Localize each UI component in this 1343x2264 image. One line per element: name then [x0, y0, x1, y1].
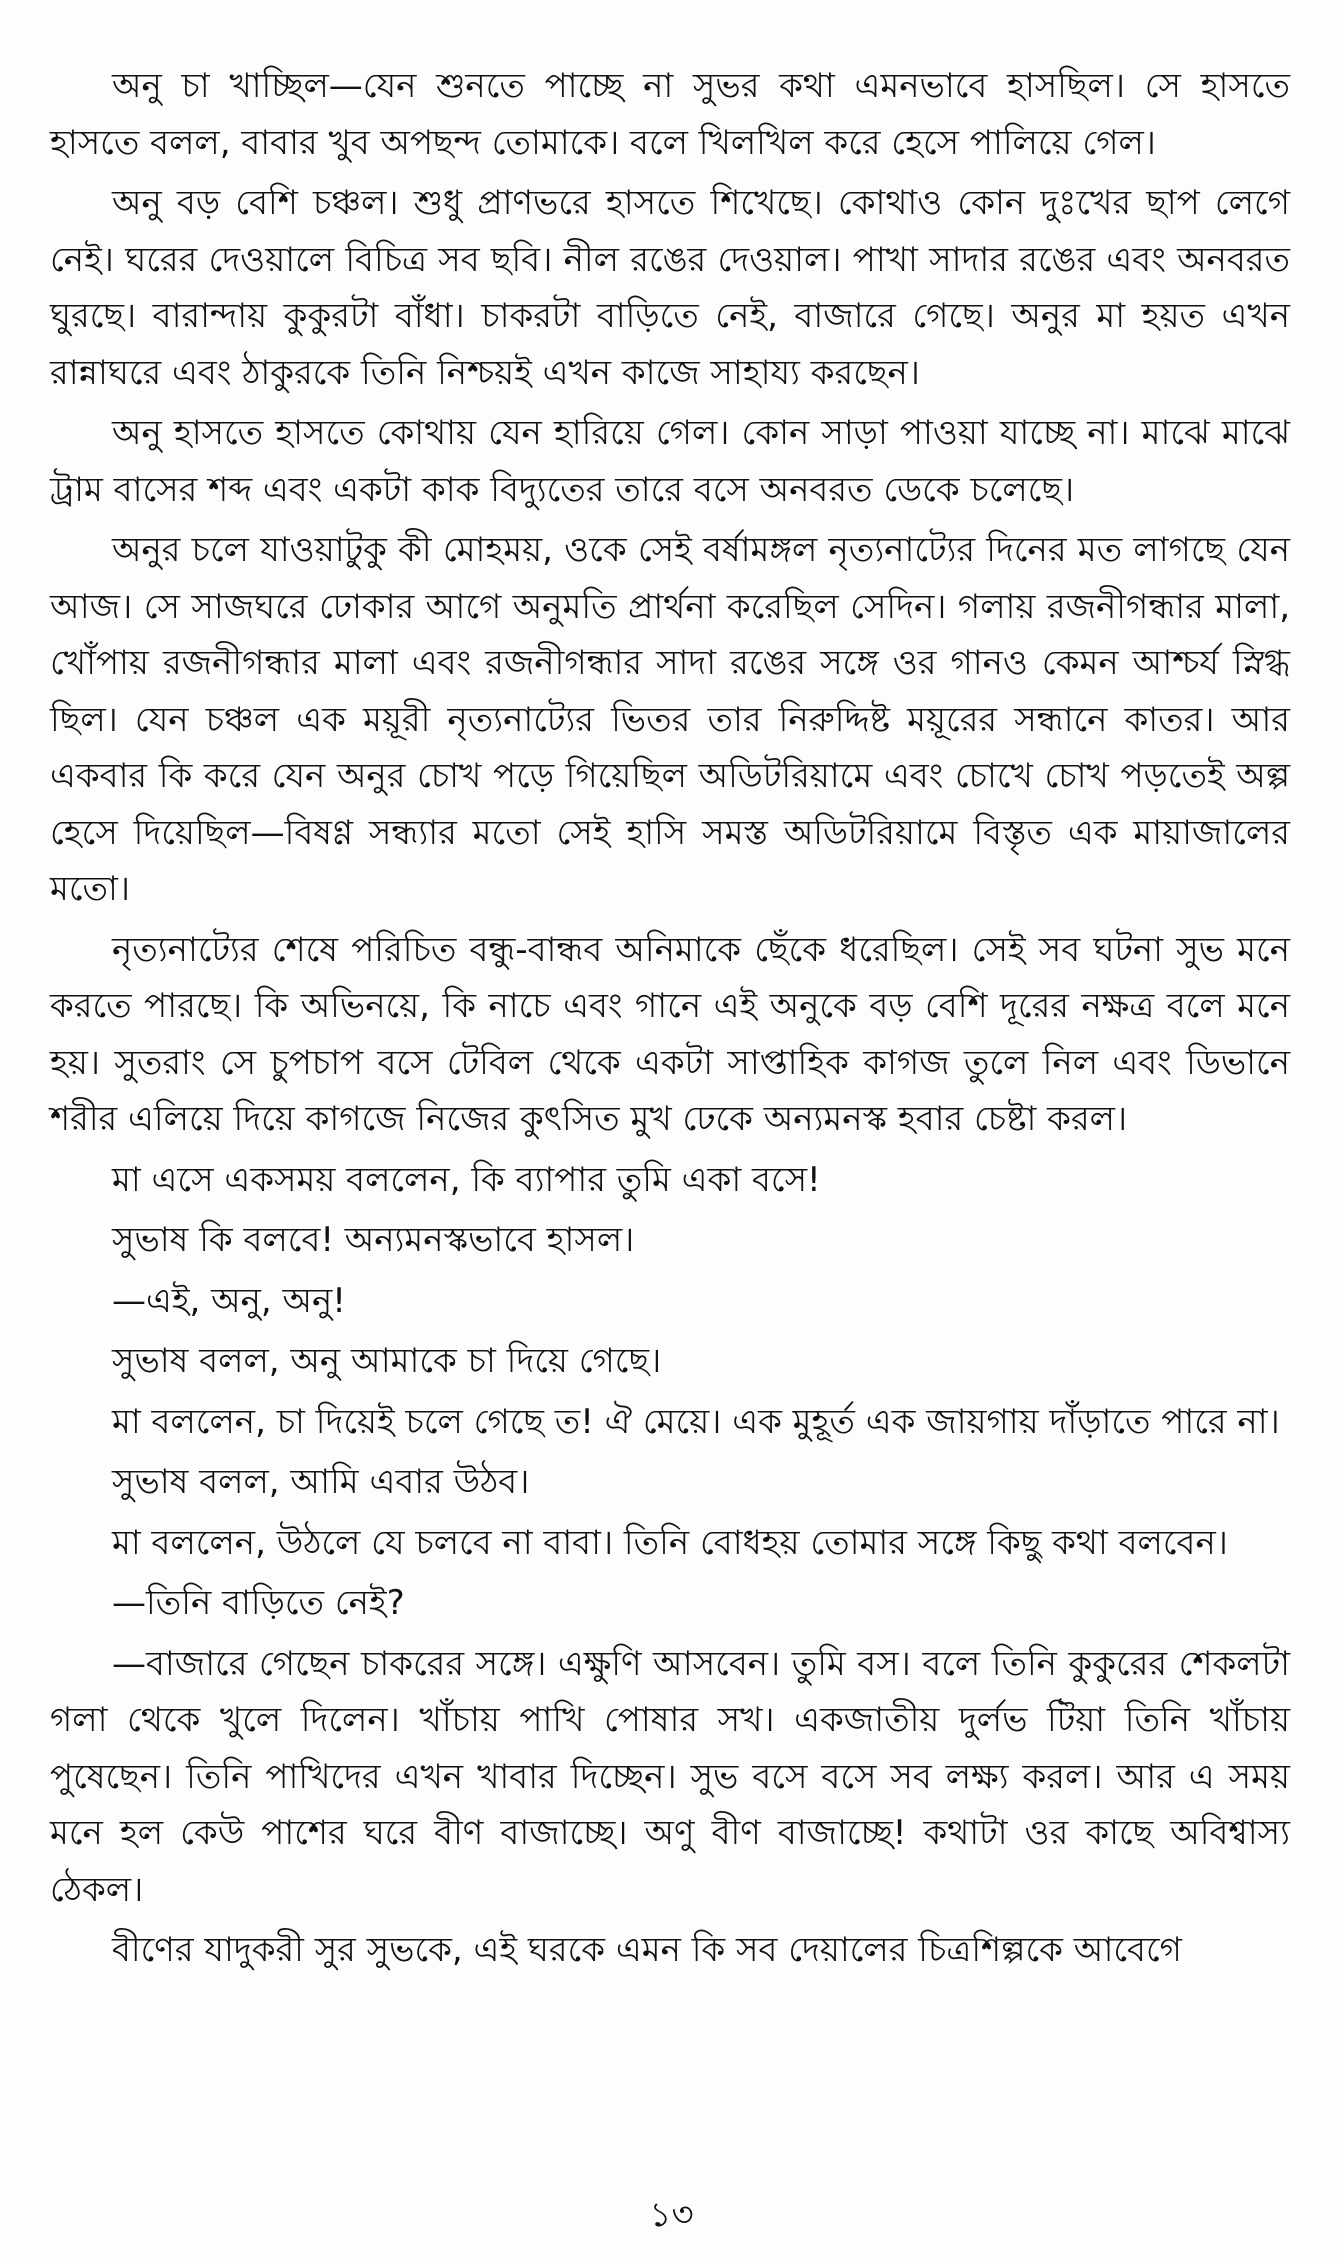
paragraph: নৃত্যনাট্যের শেষে পরিচিত বন্ধু-বান্ধব অনিমাকে ছেঁকে ধরেছিল। সেই সব ঘটনা সুভ মনে করতে পারছে। কি অভিনয়ে, কি নাচে এবং গানে এই অনুকে বড় বেশি দূরের নক্ষত্র বলে মনে হয়। সুতরাং সে চুপচাপ বসে টেবিল থেকে একটা সাপ্তাহিক কাগজ তুলে নিল এবং ডিভানে শরীর এলিয়ে দিয়ে কাগজে নিজের কুৎসিত মুখ ঢেকে অন্যমনস্ক হবার চেষ্টা করল। [50, 929, 1290, 1139]
body-text [50, 58, 1290, 1983]
paragraph: —বাজারে গেছেন চাকরের সঙ্গে। এক্ষুণি আসবেন। তুমি বস। বলে তিনি কুকুরের শেকলটা গলা থেকে খুলে দিলেন। খাঁচায় পাখি পোষার সখ। একজাতীয় দুর্লভ টিয়া তিনি খাঁচায় পুষেছেন। তিনি পাখিদের এখন খাবার দিচ্ছেন। সুভ বসে বসে সব লক্ষ্য করল। আর এ সময় মনে হল কেউ পাশের ঘরে বীণ বাজাচ্ছে। অণু বীণ বাজাচ্ছে! কথাটা ওর কাছে অবিশ্বাস্য ঠেকল। [50, 1643, 1290, 1910]
page-number: ১৩ [649, 2195, 694, 2235]
paragraph-continued: বীণের যাদুকরী সুর সুভকে, এই ঘরকে এমন কি সব দেয়ালের চিত্রশিল্পকে আবেগে [112, 1930, 1182, 1970]
dialog-line: সুভাষ বলল, অনু আমাকে চা দিয়ে গেছে। [112, 1341, 662, 1381]
paragraph: মা বললেন, চা দিয়েই চলে গেছে ত! ঐ মেয়ে। এক মুহূর্ত এক জায়গায় দাঁড়াতে পারে না। [112, 1401, 1280, 1442]
dialog-line: মা এসে একসময় বললেন, কি ব্যাপার তুমি একা বসে! [112, 1159, 821, 1200]
dialog-line: সুভাষ বলল, আমি এবার উঠব। [112, 1462, 530, 1502]
dialog-line: —তিনি বাড়িতে নেই? [112, 1583, 405, 1623]
paragraph: মা বললেন, উঠলে যে চলবে না বাবা। তিনি বোধহয় তোমার সঙ্গে কিছু কথা বলবেন। [112, 1522, 1228, 1563]
paragraph: অনু হাসতে হাসতে কোথায় যেন হারিয়ে গেল। কোন সাড়া পাওয়া যাচ্ছে না। মাঝে মাঝে ট্রাম বাসের শব্দ এবং একটা কাক বিদ্যুতের তারে বসে অনবরত ডেকে চলেছে। [50, 413, 1290, 510]
paragraph: অনুর চলে যাওয়াটুকু কী মোহময়, ওকে সেই বর্ষামঙ্গল নৃত্যনাট্যের দিনের মত লাগছে যেন আজ। সে সাজঘরে ঢোকার আগে অনুমতি প্রার্থনা করেছিল সেদিন। গলায় রজনীগন্ধার মালা, খোঁপায় রজনীগন্ধার মালা এবং রজনীগন্ধার সাদা রঙের সঙ্গে ওর গানও কেমন আশ্চর্য স্নিগ্ধ ছিল। যেন চঞ্চল এক ময়ূরী নৃত্যনাট্যের ভিতর তার নিরুদ্দিষ্ট ময়ূরের সন্ধানে কাতর। আর একবার কি করে যেন অনুর চোখ পড়ে গিয়েছিল অডিটরিয়ামে এবং চোখে চোখ পড়তেই অল্প হেসে দিয়েছিল—বিষণ্ণ সন্ধ্যার মতো সেই হাসি সমস্ত অডিটরিয়ামে বিস্তৃত এক মায়াজালের মতো। [50, 530, 1290, 909]
dialog-line: সুভাষ কি বলবে! অন্যমনস্কভাবে হাসল। [112, 1220, 635, 1260]
paragraph: অনু বড় বেশি চঞ্চল। শুধু প্রাণভরে হাসতে শিখেছে। কোথাও কোন দুঃখের ছাপ লেগে নেই। ঘরের দেওয়ালে বিচিত্র সব ছবি। নীল রঙের দেওয়াল। পাখা সাদার রঙের এবং অনবরত ঘুরছে। বারান্দায় কুকুরটা বাঁধা। চাকরটা বাড়িতে নেই, বাজারে গেছে। অনুর মা হয়ত এখন রান্নাঘরে এবং ঠাকুরকে তিনি নিশ্চয়ই এখন কাজে সাহায্য করছেন। [50, 183, 1290, 393]
dialog-line: —এই, অনু, অনু! [112, 1280, 346, 1321]
paragraph: অনু চা খাচ্ছিল—যেন শুনতে পাচ্ছে না সুভর কথা এমনভাবে হাসছিল। সে হাসতে হাসতে বলল, বাবার খুব অপছন্দ তোমাকে। বলে খিলখিল করে হেসে পালিয়ে গেল। [50, 66, 1290, 163]
